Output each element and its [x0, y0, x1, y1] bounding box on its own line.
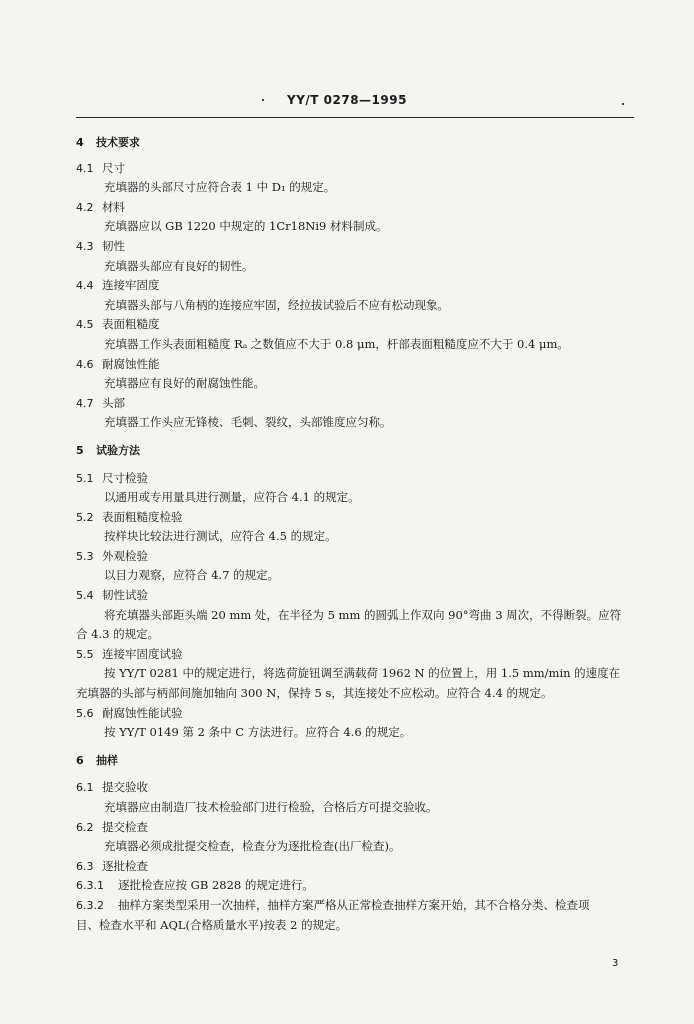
clause-number: 4.7 [76, 396, 94, 410]
clause-text: 充填器工作头应无锋棱、毛刺、裂纹，头部锥度应匀称。 [104, 415, 392, 430]
clause-heading [76, 645, 636, 665]
page-number: 3 [612, 958, 619, 969]
clause-title: 韧性 [102, 238, 125, 253]
clause-heading [76, 896, 636, 916]
clause-title: 提交验收 [102, 780, 148, 795]
clause-heading [76, 469, 636, 489]
clause-text: 充填器的头部尺寸应符合表 1 中 D₁ 的规定。 [104, 180, 336, 195]
clause-heading [76, 818, 636, 838]
clause-text: 按样块比较法进行测试，应符合 4.5 的规定。 [104, 529, 337, 544]
clause-heading [76, 876, 636, 896]
clause-number: 4.5 [76, 318, 94, 332]
clause-number: 6.2 [76, 820, 94, 834]
clause-text: 充填器工作头表面粗糙度 Rₐ 之数值应不大于 0.8 μm，杆部表面粗糙度应不大于 0.4 μm。 [104, 336, 569, 351]
standard-code: YY/T 0278—1995 [287, 93, 407, 107]
clause-heading [76, 586, 636, 606]
clause-text: 充填器应有良好的耐腐蚀性能。 [104, 376, 265, 391]
clause-number: 6.3 [76, 859, 94, 873]
clause-title: 逐批检查应按 GB 2828 的规定进行。 [118, 878, 314, 893]
section-number: 6 [76, 753, 84, 767]
clause-number: 4.6 [76, 357, 94, 371]
clause-number: 6.3.1 [76, 879, 104, 893]
document-body [76, 133, 636, 935]
section-number: 5 [76, 443, 84, 457]
section-heading [76, 441, 636, 461]
clause-text: 以目力观察，应符合 4.7 的规定。 [104, 568, 280, 583]
clause-heading [76, 159, 636, 179]
clause-text: 充填器应以 GB 1220 中规定的 1Cr18Ni9 材料制成。 [104, 219, 388, 234]
clause-text-continued: 充填器的头部与柄部间施加轴向 300 N，保持 5 s，其连接处不应松动。应符合 4.4 的规定。 [76, 686, 553, 701]
clause-title: 抽样方案类型采用一次抽样，抽样方案严格从正常检查抽样方案开始，其不合格分类、检查项 [118, 897, 590, 912]
clause-text: 充填器头部与八角柄的连接应牢固，经拉拔试验后不应有松动现象。 [104, 297, 449, 312]
scan-speck [622, 103, 624, 105]
clause-title: 外观检验 [102, 548, 148, 563]
clause-number: 5.2 [76, 510, 94, 524]
clause-heading [76, 237, 636, 257]
clause-number: 4.1 [76, 161, 94, 175]
section-title: 试验方法 [96, 443, 140, 457]
clause-number: 5.1 [76, 471, 94, 485]
clause-heading [76, 355, 636, 375]
clause-title: 头部 [102, 395, 125, 410]
clause-title: 尺寸检验 [102, 470, 148, 485]
clause-heading [76, 508, 636, 528]
clause-number: 5.6 [76, 706, 94, 720]
clause-title: 提交检查 [102, 819, 148, 834]
clause-title: 连接牢固度 [102, 278, 160, 293]
clause-title: 尺寸 [102, 160, 125, 175]
clause-number: 6.1 [76, 781, 94, 795]
clause-number: 5.4 [76, 589, 94, 603]
clause-heading [76, 394, 636, 414]
clause-number: 4.3 [76, 239, 94, 253]
clause-heading [76, 857, 636, 877]
section-heading [76, 751, 636, 771]
clause-heading [76, 198, 636, 218]
clause-text-continued: 目、检查水平和 AQL(合格质量水平)按表 2 的规定。 [76, 917, 348, 932]
clause-number: 6.3.2 [76, 898, 104, 912]
clause-heading [76, 778, 636, 798]
clause-number: 4.4 [76, 279, 94, 293]
section-title: 技术要求 [96, 136, 140, 149]
clause-title: 连接牢固度试验 [102, 646, 183, 661]
clause-text-continued: 合 4.3 的规定。 [76, 627, 160, 642]
clause-heading [76, 276, 636, 296]
clause-title: 韧性试验 [102, 588, 148, 603]
clause-title: 耐腐蚀性能 [102, 356, 160, 371]
clause-text: 充填器必须成批提交检查，检查分为逐批检查(出厂检查)。 [104, 839, 401, 854]
clause-title: 表面粗糙度 [102, 317, 160, 332]
section-title: 抽样 [96, 753, 118, 767]
section-number: 4 [76, 136, 84, 149]
clause-text: 以通用或专用量具进行测量，应符合 4.1 的规定。 [104, 490, 360, 505]
clause-heading [76, 315, 636, 335]
clause-heading [76, 704, 636, 724]
clause-number: 4.2 [76, 200, 94, 214]
scan-speck [262, 99, 264, 101]
clause-number: 5.5 [76, 647, 94, 661]
header-rule [76, 117, 634, 118]
clause-heading [76, 547, 636, 567]
section-heading [76, 133, 636, 153]
clause-title: 逐批检查 [102, 858, 148, 873]
clause-text: 充填器应由制造厂技术检验部门进行检验，合格后方可提交验收。 [104, 800, 438, 814]
clause-title: 耐腐蚀性能试验 [102, 705, 183, 720]
clause-text: 按 YY/T 0281 中的规定进行，将选荷旋钮调至满载荷 1962 N 的位置上，用 1.5 mm/min 的速度在 [104, 666, 621, 681]
clause-title: 材料 [102, 199, 125, 214]
clause-text: 将充填器头部距头端 20 mm 处，在半径为 5 mm 的圆弧上作双向 90°弯曲 3 周次，不得断裂。应符 [104, 607, 622, 622]
clause-title: 表面粗糙度检验 [102, 509, 183, 524]
clause-number: 5.3 [76, 549, 94, 563]
clause-text: 按 YY/T 0149 第 2 条中 C 方法进行。应符合 4.6 的规定。 [104, 725, 412, 740]
clause-text: 充填器头部应有良好的韧性。 [104, 258, 254, 273]
